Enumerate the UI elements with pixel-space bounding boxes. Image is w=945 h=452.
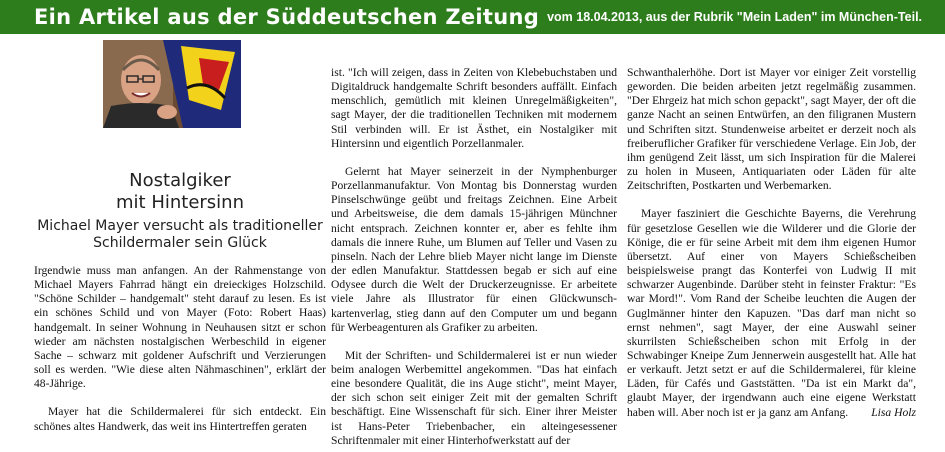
banner-info: vom 18.04.2013, aus der Rubrik "Mein Laden" im München-Teil. [547, 10, 923, 24]
article-column-3 [627, 66, 916, 420]
author-name: Lisa Holz [871, 405, 916, 419]
banner-title: Ein Artikel aus der Süddeutschen Zeitung [34, 5, 540, 29]
article-column-2 [331, 66, 617, 448]
header-banner [0, 0, 945, 34]
paragraph: Irgendwie muss man anfangen. An der Rahmenstange von Michael Mayers Fahrrad hängt ein dreieckiges Holzschild. "Schöne Schilder – handgemalt" steht darauf zu lesen. Es ist ein schönes Schild und von Mayer (Foto: Robert Haas) handgemalt. In seiner Wohnung in Neuhausen sitzt er schon wieder am nächsten nostalgischen Werbeschild in eigener Sache – schwarz mit goldener Aufschrift und Verzierungen soll es werden. "Wie diese alten Nähmaschinen", erklärt der 48-Jährige. [34, 264, 326, 391]
paragraph: ist. "Ich will zeigen, dass in Zeiten von Klebebuchstaben und Digitaldruck handgemalte Schrift besonders auffällt. Einfach menschlich, gemütlich mit kleinen Unregelmäßigkeiten", sagt Mayer, der die traditionellen Techniken mit modernem Stil verbinden will. Er ist Ästhet, ein Nostalgiker mit Hintersinn und eigentlich Porzellanmaler. [331, 66, 617, 150]
paragraph-text: Mayer fasziniert die Geschichte Bayerns, die Verehrung für gesetzlose Gesellen wie die Wilderer und die Glorie der Könige, die er für seine Arbeit mit dem ihm eigenen Humor übersetzt. Auf einer von Mayers Schießscheiben beispielsweise prangt das Konterfei von Ludwig II mit schwarzer Augenbinde. Darüber steht in feinster Fraktur: "Es war Mord!". Vom Rand der Scheibe leuchten die Augen der Guglmänner hinter den Kapuzen. "Das darf man nicht so ernst nehmen", sagt Mayer, der eine Auswahl seiner skurrilsten Schießscheiben schon mit Erfolg in der Schwabinger Kneipe Zum Jennerwein ausgestellt hat. Alle hat er verkauft. Jetzt setzt er auf die Schildermalerei, für kleine Läden, für Cafés und Gaststätten. "Da ist ein Markt da", glaubt Mayer, der irgendwann auch eine eigene Werkstatt haben will. Aber noch ist er ja ganz am Anfang. [627, 207, 916, 419]
paragraph: Schwanthalerhöhe. Dort ist Mayer vor einiger Zeit vorstellig geworden. Die beiden arbeiten jetzt regelmäßig zusammen. "Der Ehrgeiz hat mich schon gepackt", sagt Mayer, der oft die ganze Nacht an seinen Entwürfen, an den filigranen Mustern und Schriften sitzt. Stundenweise arbeitet er derzeit noch als freiberuflicher Grafiker für verschiedene Verlage. Ein Job, der ihm genügend Zeit lässt, um sich Inspiration für die Malerei zu holen in Museen, Antiquariaten oder Läden für alte Zeitschriften, Postkarten und Werbemarken. [627, 66, 916, 193]
paragraph: Mit der Schriften- und Schildermalerei ist er nun wieder beim analogen Werbemittel angekommen. "Das hat einfach eine besondere Qualität, die ins Auge sticht", meint Mayer, der sich schon seit einiger Zeit mit der gemalten Schrift beschäftigt. Eine Wissenschaft für sich. Einer ihrer Meister ist Hans-Peter Triebenbacher, ein alteingesessener Schriftenmaler mit einer Hinterhofwerkstatt auf der [331, 348, 617, 447]
article-headline [34, 170, 326, 252]
portrait-photo [103, 40, 241, 128]
paragraph [627, 207, 916, 419]
article-column-1 [34, 264, 326, 434]
paragraph: Gelernt hat Mayer seinerzeit in der Nymphenburger Porzellanmanufaktur. Von Montag bis Donnerstag wurden Pinselschwünge geübt und freitags Zeichnen. Eine Arbeit und Arbeitsweise, die dem damals 15-jährigen Münchner nicht entsprach. Zeichnen konnter er, aber es fehlte ihm damals die innere Ruhe, um Blumen auf Teller und Vasen zu pinseln. Nach der Lehre blieb Mayer nicht lange im Dienste der edlen Manufaktur. Stattdessen begab er sich auf eine Odysee durch die Welt der Druckerzeugnisse. Er arbeitete viele Jahre als Illustrator für einen Glückwunschkartenverlag, stieg dann auf den Computer um und begann für Werbeagenturen als Grafiker zu arbeiten. [331, 164, 617, 334]
paragraph: Mayer hat die Schildermalerei für sich entdeckt. Ein schönes altes Handwerk, das weit ins Hintertreffen geraten [34, 405, 326, 433]
headline-line-2: mit Hintersinn [116, 192, 244, 213]
portrait-illustration [103, 40, 241, 128]
article-subtitle: Michael Mayer versucht als traditioneller Schildermaler sein Glück [37, 218, 323, 251]
headline-line-1: Nostalgiker [129, 170, 231, 191]
